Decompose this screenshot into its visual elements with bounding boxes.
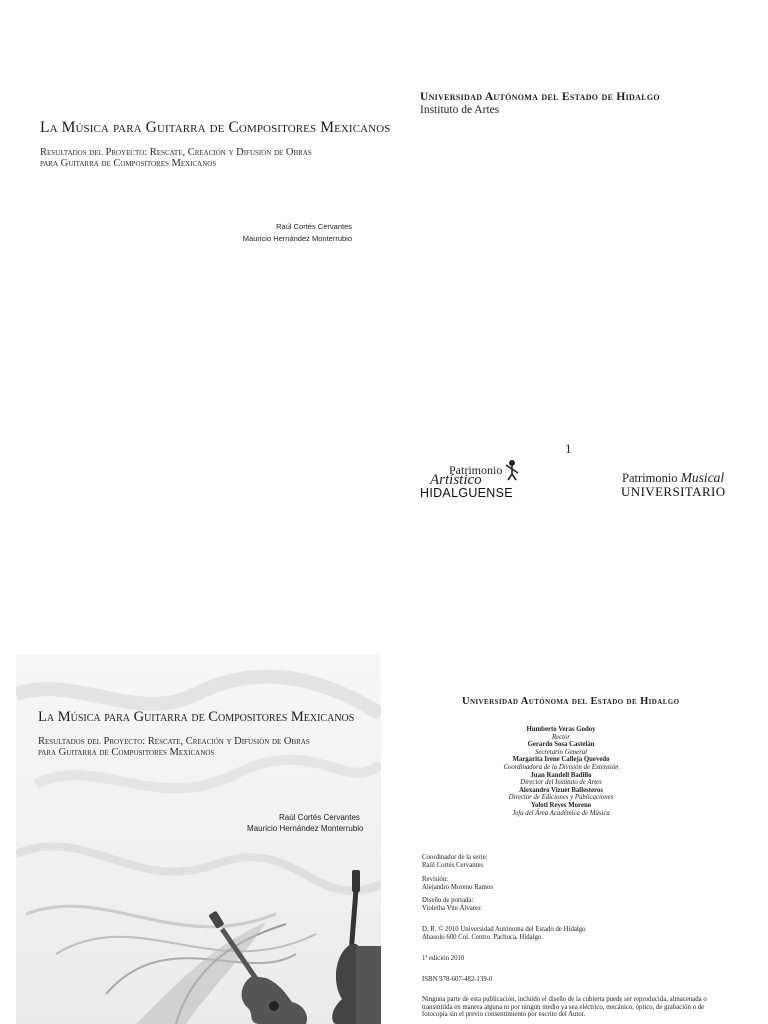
revision-credit [422, 876, 493, 891]
rights-line-2: Abasolo 600 Col. Centro. Pachuca, Hidalgo. [422, 933, 544, 941]
coordinator-name: Raúl Cortés Cervantes [422, 861, 484, 869]
cover-subtitle-line-2: para Guitarra de Compositores Mexicanos [38, 747, 215, 758]
legal-line-1: Ninguna parte de esta publicación, incluido el diseño de la cubierta puede ser reproducida, almacenada o [422, 996, 707, 1003]
staff-list [470, 726, 652, 817]
staff-role: Director de Ediciones y Publicaciones [508, 794, 614, 802]
legal-line-3: fotocopia sin el previo consentimiento por escrito del Autor. [422, 1011, 586, 1019]
subtitle-line-1: Resultados del Proyecto: Rescate, Creación y Difusión de Obras [40, 147, 312, 158]
staff-role: Secretario General [534, 748, 588, 756]
page-number: 1 [565, 441, 572, 456]
design-label: Diseño de portada: [422, 897, 474, 904]
revision-label: Revisión: [422, 876, 449, 883]
cover-author-1: Raúl Cortés Cervantes [279, 813, 360, 822]
rights-line-1: D. R. © 2010 Universidad Autónoma del Estado de Hidalgo [422, 926, 586, 933]
edition-line: 1ª edición 2010 [422, 955, 465, 962]
isbn-line: ISBN 978-607-482-139-0 [422, 976, 493, 983]
cover-subtitle [38, 736, 310, 758]
revision-name: Alejandro Moreno Ramos [422, 883, 493, 891]
cover-title: La Música para Guitarra de Compositores Mexicanos [38, 709, 355, 725]
credits-university-heading: Universidad Autónoma del Estado de Hidalgo [462, 696, 680, 707]
university-heading: Universidad Autónoma del Estado de Hidalgo [420, 91, 660, 103]
staff-role: Jefa del Área Académica de Música [512, 809, 610, 817]
coordinator-label: Coordinador de la serie: [422, 854, 488, 861]
patrimonio-musical-logo [620, 470, 730, 502]
cover-author-2: Mauricio Hernández Monterrubio [247, 824, 364, 833]
series-coordinator [422, 854, 488, 869]
logo-right-line2: UNIVERSITARIO [621, 484, 726, 499]
legal-notice [422, 996, 722, 1019]
guitar-figure-icon [504, 459, 520, 481]
staff-role: Rector [551, 733, 571, 741]
institute-name: Instituto de Artes [420, 104, 500, 116]
staff-role: Director del Instituto de Artes [520, 779, 602, 787]
logo-left-line1: Patrimonio [449, 463, 503, 477]
author-2: Mauricio Hernández Monterrubio [242, 234, 352, 243]
logo-left-line3: HIDALGUENSE [420, 486, 513, 500]
staff-name: Alexandro Vizuet Ballesteros [519, 786, 603, 794]
title-page-subtitle [40, 147, 312, 169]
logo-left-line2: Artístico [430, 472, 482, 488]
staff-name: Juan Randell Badillo [530, 771, 592, 779]
logo-right-line1: Patrimonio Musical [622, 470, 725, 485]
subtitle-line-2: para Guitarra de Compositores Mexicanos [40, 158, 217, 169]
staff-name: Yolotl Reyes Moreno [530, 801, 592, 809]
legal-line-2: transmitida en manera alguna ni por ningún medio ya sea eléctrico, mecánico, óptico, de grabación o de [422, 1003, 705, 1011]
staff-name: Humberto Veras Godoy [526, 726, 596, 733]
staff-name: Gerardo Sosa Castelán [527, 741, 595, 749]
author-1: Raúl Cortés Cervantes [276, 222, 352, 231]
title-page-heading: La Música para Guitarra de Compositores Mexicanos [40, 119, 391, 136]
cover-subtitle-line-1: Resultados del Proyecto: Rescate, Creación y Difusión de Obras [38, 736, 310, 747]
copyright-block [422, 926, 586, 941]
cover-design-credit [422, 897, 481, 912]
staff-role: Coordinadora de la División de Extensión [503, 763, 619, 771]
design-name: Violetha Vite Álvarez [422, 904, 482, 912]
patrimonio-artistico-logo [420, 459, 530, 501]
book-cover [16, 654, 381, 1024]
staff-name: Margarita Irene Calleja Quevedo [512, 756, 610, 764]
